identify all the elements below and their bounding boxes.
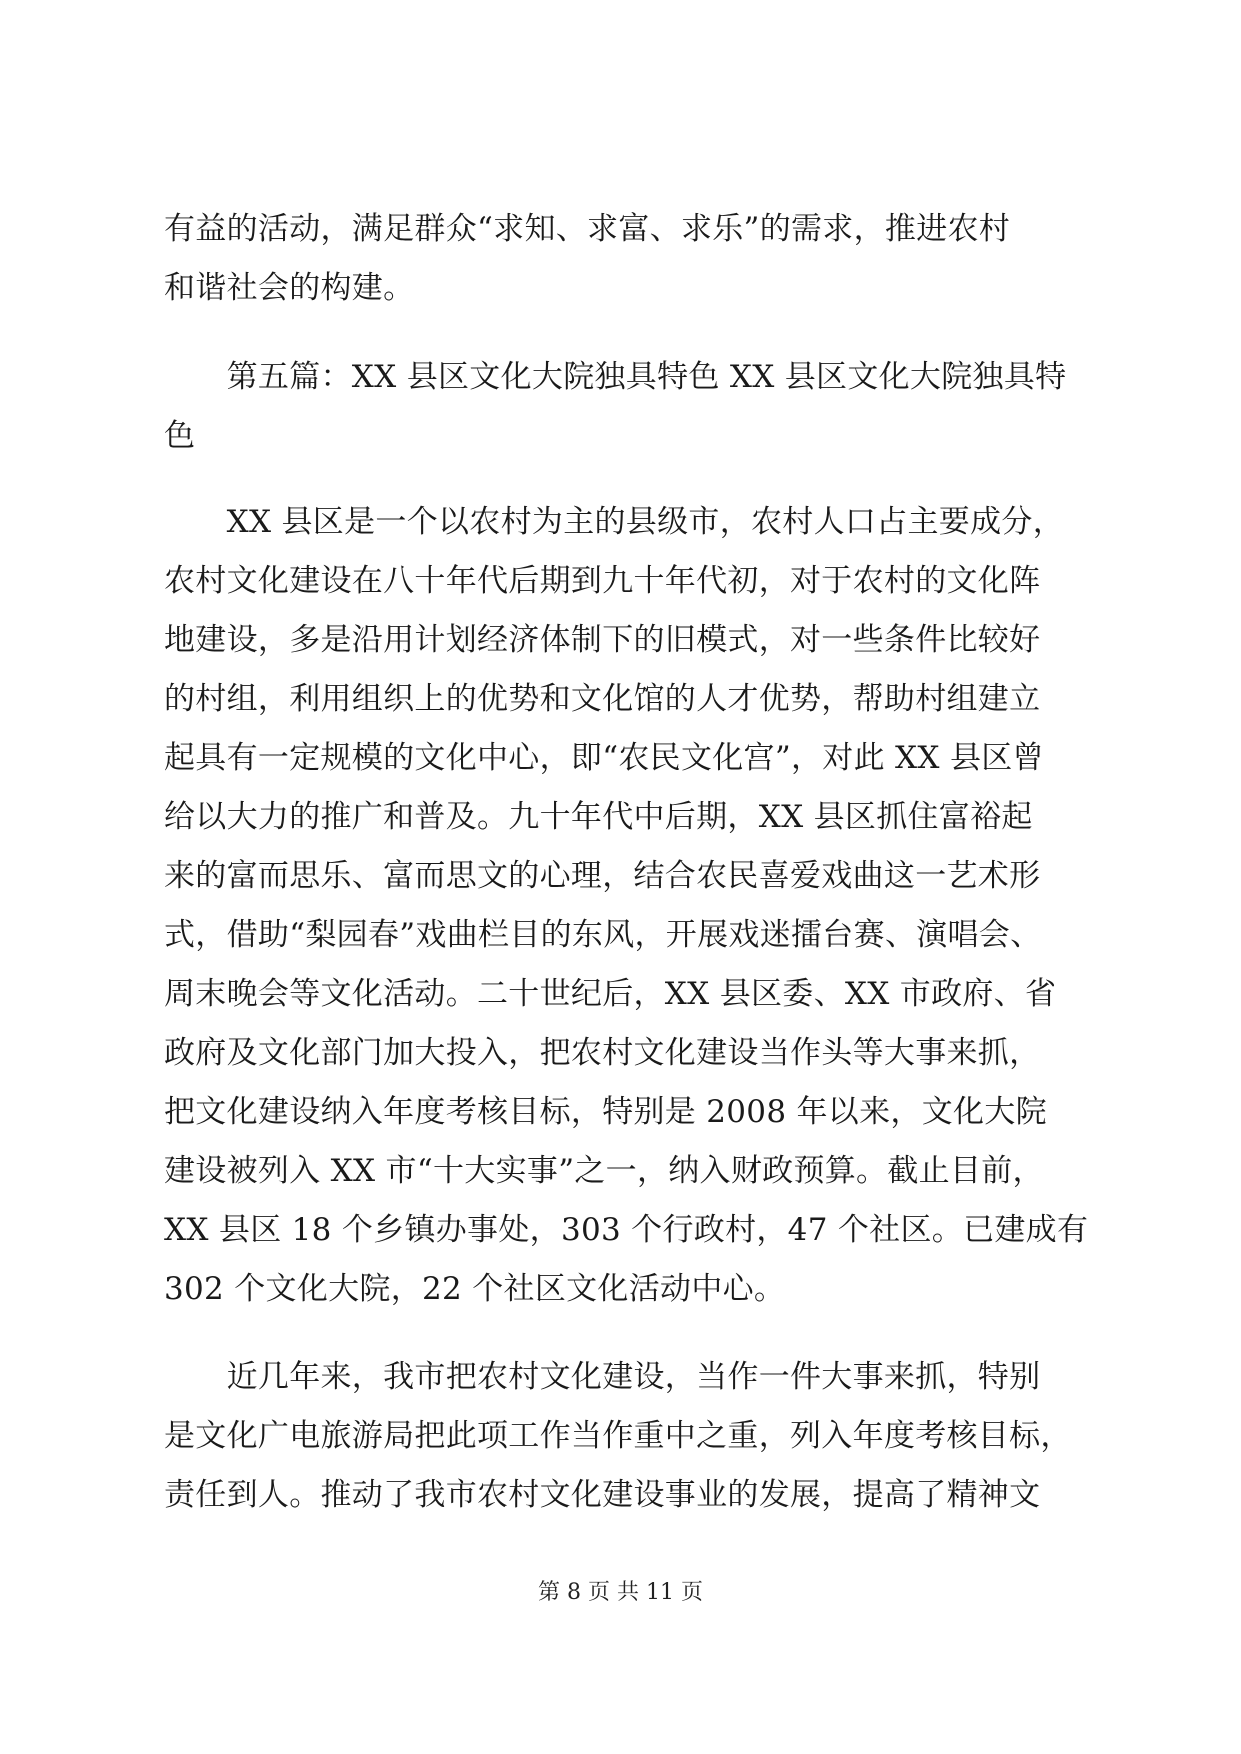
page-number-footer: 第 8 页 共 11 页	[538, 1580, 703, 1605]
text-line: 302 个文化大院，22 个社区文化活动中心。	[164, 1271, 786, 1307]
text-line: 责任到人。推动了我市农村文化建设事业的发展，提高了精神文	[164, 1477, 1041, 1513]
text-line: 建设被列入 XX 市“十大实事”之一，纳入财政预算。截止目前，	[164, 1153, 1044, 1189]
section-heading-line: 色	[164, 418, 196, 454]
text-line: 来的富而思乐、富而思文的心理，结合农民喜爱戏曲这一艺术形	[164, 858, 1041, 894]
text-line: 和谐社会的构建。	[164, 270, 415, 306]
text-line: 把文化建设纳入年度考核目标，特别是 2008 年以来，文化大院	[164, 1094, 1047, 1130]
text-line: 给以大力的推广和普及。九十年代中后期，XX 县区抓住富裕起	[164, 799, 1033, 835]
text-line: XX 县区是一个以农村为主的县级市，农村人口占主要成分，	[164, 504, 1064, 540]
text-line: 有益的活动，满足群众“求知、求富、求乐”的需求，推进农村	[164, 211, 1011, 247]
text-line: 是文化广电旅游局把此项工作当作重中之重，列入年度考核目标，	[164, 1418, 1072, 1454]
text-line: 政府及文化部门加大投入，把农村文化建设当作头等大事来抓，	[164, 1035, 1041, 1071]
text-line: 周末晚会等文化活动。二十世纪后，XX 县区委、XX 市政府、省	[164, 976, 1057, 1012]
text-line: 近几年来，我市把农村文化建设，当作一件大事来抓，特别	[164, 1359, 1041, 1395]
text-line: XX 县区 18 个乡镇办事处，303 个行政村，47 个社区。已建成有	[164, 1212, 1089, 1248]
section-heading-line: 第五篇：XX 县区文化大院独具特色 XX 县区文化大院独具特	[164, 359, 1067, 395]
text-line: 地建设，多是沿用计划经济体制下的旧模式，对一些条件比较好	[164, 622, 1041, 658]
text-line: 农村文化建设在八十年代后期到九十年代初，对于农村的文化阵	[164, 563, 1041, 599]
text-line: 式，借助“梨园春”戏曲栏目的东风，开展戏迷擂台赛、演唱会、	[164, 917, 1042, 953]
text-line: 的村组，利用组织上的优势和文化馆的人才优势，帮助村组建立	[164, 681, 1041, 717]
text-line: 起具有一定规模的文化中心，即“农民文化宫”，对此 XX 县区曾	[164, 740, 1044, 776]
